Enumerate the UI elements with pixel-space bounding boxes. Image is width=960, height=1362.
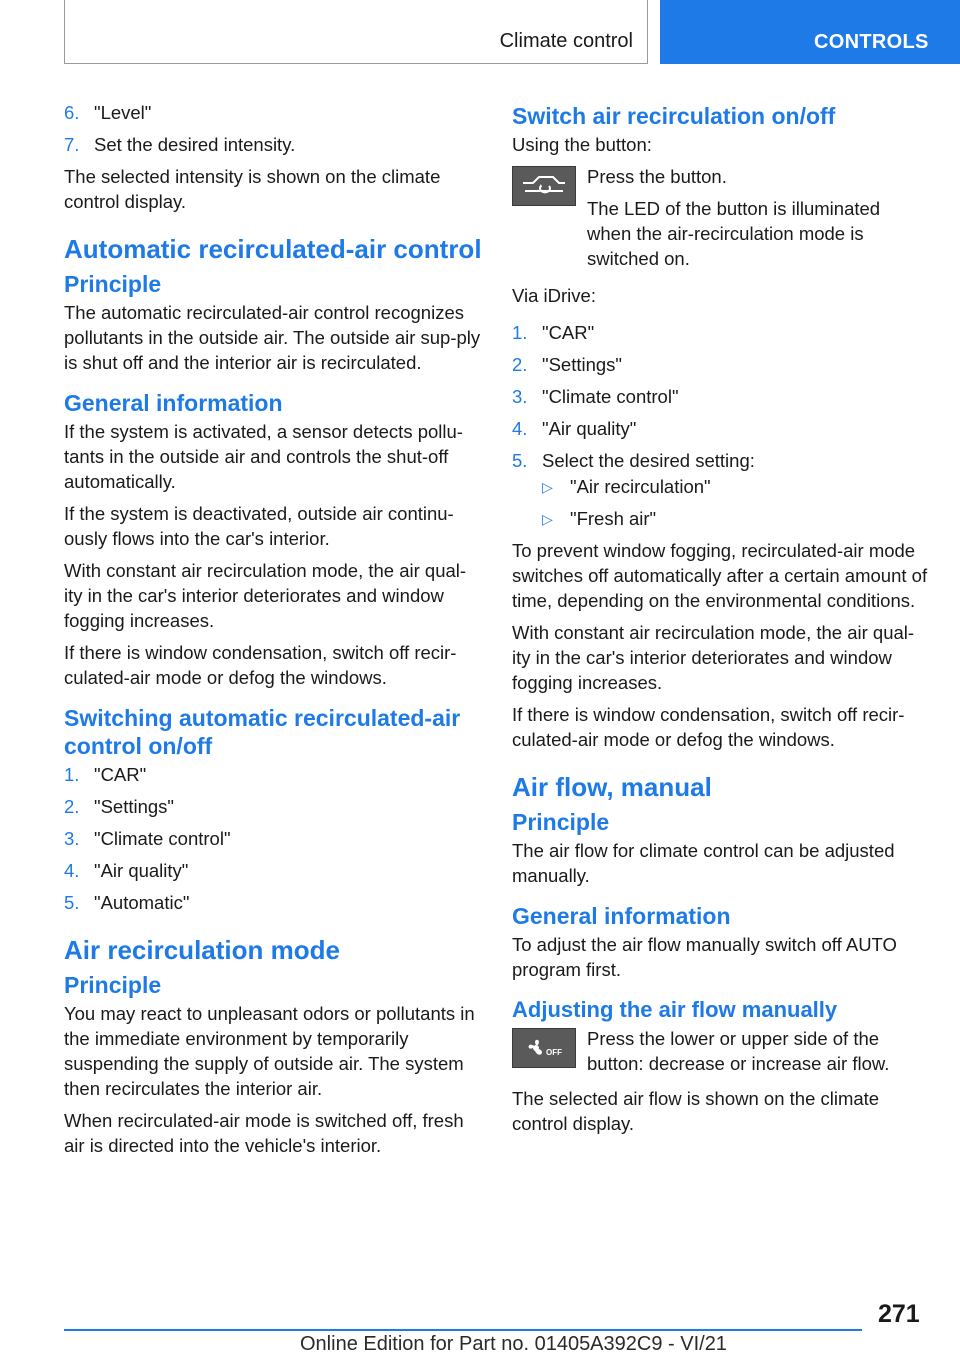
paragraph: If the system is activated, a sensor detects pollu-tants in the outside air and controls the shut-off automatically. — [64, 421, 463, 492]
fan-button-icon — [512, 1028, 576, 1068]
heading-adjusting-air-flow: Adjusting the air flow manually — [512, 997, 838, 1022]
paragraph: The air flow for climate control can be adjusted manually. — [512, 840, 895, 886]
heading-general-information: General information — [64, 390, 283, 416]
list-item: ▷ "Fresh air" — [542, 508, 657, 529]
list-item: 2. "Settings" — [64, 796, 174, 817]
heading-general-information: General information — [512, 903, 731, 929]
paragraph: To adjust the air flow manually switch off AUTO program first. — [512, 934, 897, 980]
paragraph: You may react to unpleasant odors or pollutants in the immediate environment by temporarily suspending the supply of outside air. The system then recirculates the interior air. — [64, 1003, 475, 1099]
paragraph: The selected air flow is shown on the climate control display. — [512, 1088, 880, 1134]
paragraph: Via iDrive: — [512, 285, 596, 306]
list-item: 5. Select the desired setting: — [512, 450, 755, 471]
paragraph-led: The LED of the button is illuminated when the air-recirculation mode is switched on. — [587, 198, 881, 269]
footer-divider — [64, 1329, 862, 1331]
list-item: 4. "Air quality" — [512, 418, 637, 439]
paragraph: Press the button. — [587, 166, 727, 187]
steps-list-c — [512, 320, 928, 473]
list-item: 3. "Climate control" — [512, 386, 679, 407]
steps-list-a — [64, 100, 482, 157]
list-item: 4. "Air quality" — [64, 860, 189, 881]
list-item: 1. "CAR" — [512, 322, 595, 343]
left-column — [64, 100, 482, 1165]
heading-principle: Principle — [64, 271, 162, 297]
paragraph: If there is window condensation, switch off recir-culated-air mode or defog the windows. — [512, 704, 905, 750]
paragraph: Press the lower or upper side of the button: decrease or increase air flow. — [587, 1028, 890, 1074]
paragraph: If there is window condensation, switch off recir-culated-air mode or defog the windows. — [64, 642, 457, 688]
chapter-tab[interactable] — [660, 0, 960, 64]
setting-options-list — [512, 474, 928, 531]
list-item: 6. "Level" — [64, 102, 152, 123]
fan-button-instruction — [512, 1026, 928, 1078]
heading-switch-air-recirculation: Switch air recirculation on/off — [512, 103, 836, 129]
list-item: 2. "Settings" — [512, 354, 622, 375]
heading-principle: Principle — [512, 809, 610, 835]
section-title: Climate control — [499, 30, 633, 52]
chapter-tab-label: CONTROLS — [814, 31, 929, 53]
list-item: ▷ "Air recirculation" — [542, 476, 711, 497]
header-box — [64, 0, 648, 64]
paragraph: Using the button: — [512, 134, 652, 155]
recirculation-button-icon — [512, 166, 576, 206]
paragraph: With constant air recirculation mode, the air qual-ity in the car's interior deteriorates and window fogging increases. — [64, 560, 467, 631]
list-item: 3. "Climate control" — [64, 828, 231, 849]
recirculation-button-instruction — [512, 164, 928, 271]
steps-list-b — [64, 762, 482, 915]
paragraph: If the system is deactivated, outside air continu-ously flows into the car's interior. — [64, 503, 454, 549]
paragraph: When recirculated-air mode is switched off, fresh air is directed into the vehicle's interior. — [64, 1110, 464, 1156]
heading-air-recirculation-mode: Air recirculation mode — [64, 935, 340, 965]
heading-air-flow-manual: Air flow, manual — [512, 772, 712, 802]
heading-switching-automatic: Switching automatic recirculated-air control on/off — [64, 705, 461, 759]
right-column — [512, 100, 928, 1143]
svg-text:OFF: OFF — [546, 1048, 562, 1057]
list-item: 5. "Automatic" — [64, 892, 190, 913]
heading-automatic-recirculated-air: Automatic recirculated-air control — [64, 234, 482, 264]
list-item: 1. "CAR" — [64, 764, 147, 785]
list-item: 7. Set the desired intensity. — [64, 134, 296, 155]
paragraph: With constant air recirculation mode, the air qual-ity in the car's interior deteriorates and window fogging increases. — [512, 622, 915, 693]
page-number: 271 — [878, 1300, 920, 1328]
heading-principle: Principle — [64, 972, 162, 998]
paragraph: The selected intensity is shown on the climate control display. — [64, 166, 441, 212]
footer-edition: Online Edition for Part no. 01405A392C9 - VI/21 — [300, 1333, 727, 1355]
paragraph: To prevent window fogging, recirculated-air mode switches off automatically after a certain amount of time, depending on the environmental conditions. — [512, 540, 928, 611]
paragraph: The automatic recirculated-air control recognizes pollutants in the outside air. The outside air sup-ply is shut off and the interior air is recirculated. — [64, 302, 481, 373]
